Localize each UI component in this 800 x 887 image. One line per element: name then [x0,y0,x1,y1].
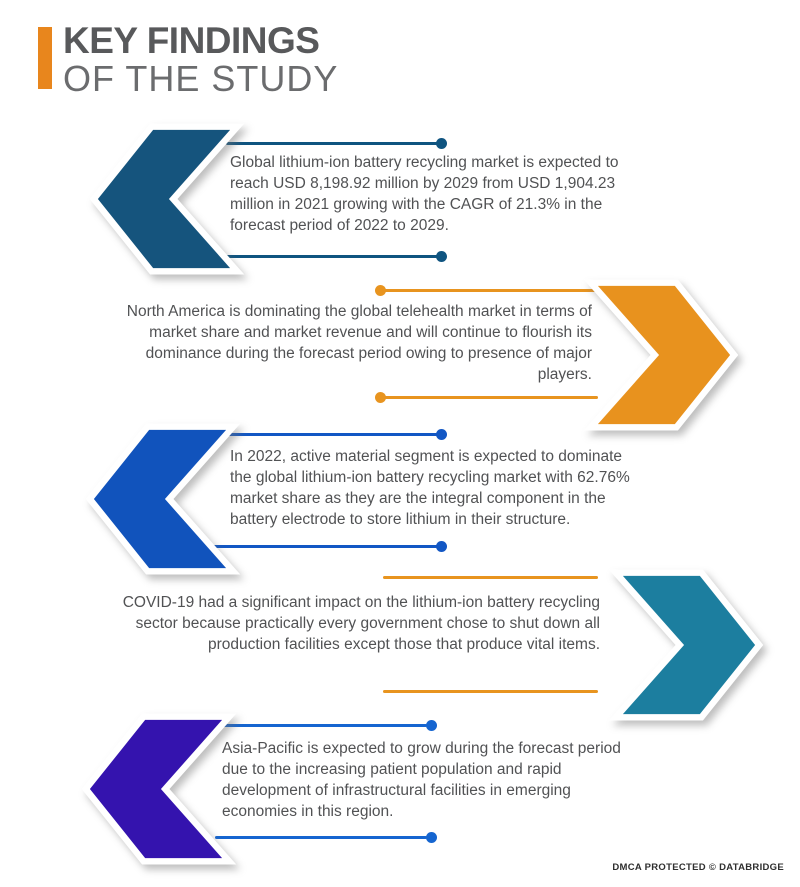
connector-dot [436,138,447,149]
page-title-line2: OF THE STUDY [63,57,339,99]
page-title-line1: KEY FINDINGS [63,20,320,61]
connector-line [204,433,438,436]
connector-dot [436,541,447,552]
finding-text-3: In 2022, active material segment is expected to dominate the global lithium-ion battery recycling market with 62.76% market share as they are the integral component in the battery electrode to store lithium in their structure. [230,448,630,528]
chevron-left-icon [82,714,230,864]
connector-line [383,289,598,292]
finding-text-2: North America is dominating the global telehealth market in terms of market share and market revenue and will continue to flourish its dominance during the forecast period owing to presence of major players. [126,303,592,383]
finding-text-4: COVID-19 had a significant impact on the lithium-ion battery recycling sector because practically every government chose to shut down all production facilities except those that produce vital items. [122,594,600,653]
chevron-right-icon [590,280,738,430]
chevron-right-icon [615,570,763,720]
page-title [63,22,338,98]
connector-line [383,690,598,693]
connector-line [226,142,439,145]
finding-text-5: Asia-Pacific is expected to grow during the forecast period due to the increasing patient population and rapid development of infrastructural facilities in emerging economies in this region. [222,740,621,820]
connector-dot [375,392,386,403]
connector-line [226,255,439,258]
connector-line [383,576,598,579]
connector-line [383,396,598,399]
chevron-left-icon [90,124,238,274]
finding-text-1: Global lithium-ion battery recycling market is expected to reach USD 8,198.92 million by 2029 from USD 1,904.23 million in 2021 growing with the CAGR of 21.3% in the forecast period of 2022 to 2029. [230,154,619,234]
connector-line [215,724,427,727]
connector-dot [436,251,447,262]
title-accent-bar [38,27,52,89]
dmca-protection-label: DMCA PROTECTED © DATABRIDGE [612,862,784,873]
connector-dot [426,720,437,731]
connector-dot [375,285,386,296]
connector-line [204,545,438,548]
connector-dot [436,429,447,440]
connector-dot [426,832,437,843]
connector-line [215,836,427,839]
chevron-left-icon [86,424,234,574]
